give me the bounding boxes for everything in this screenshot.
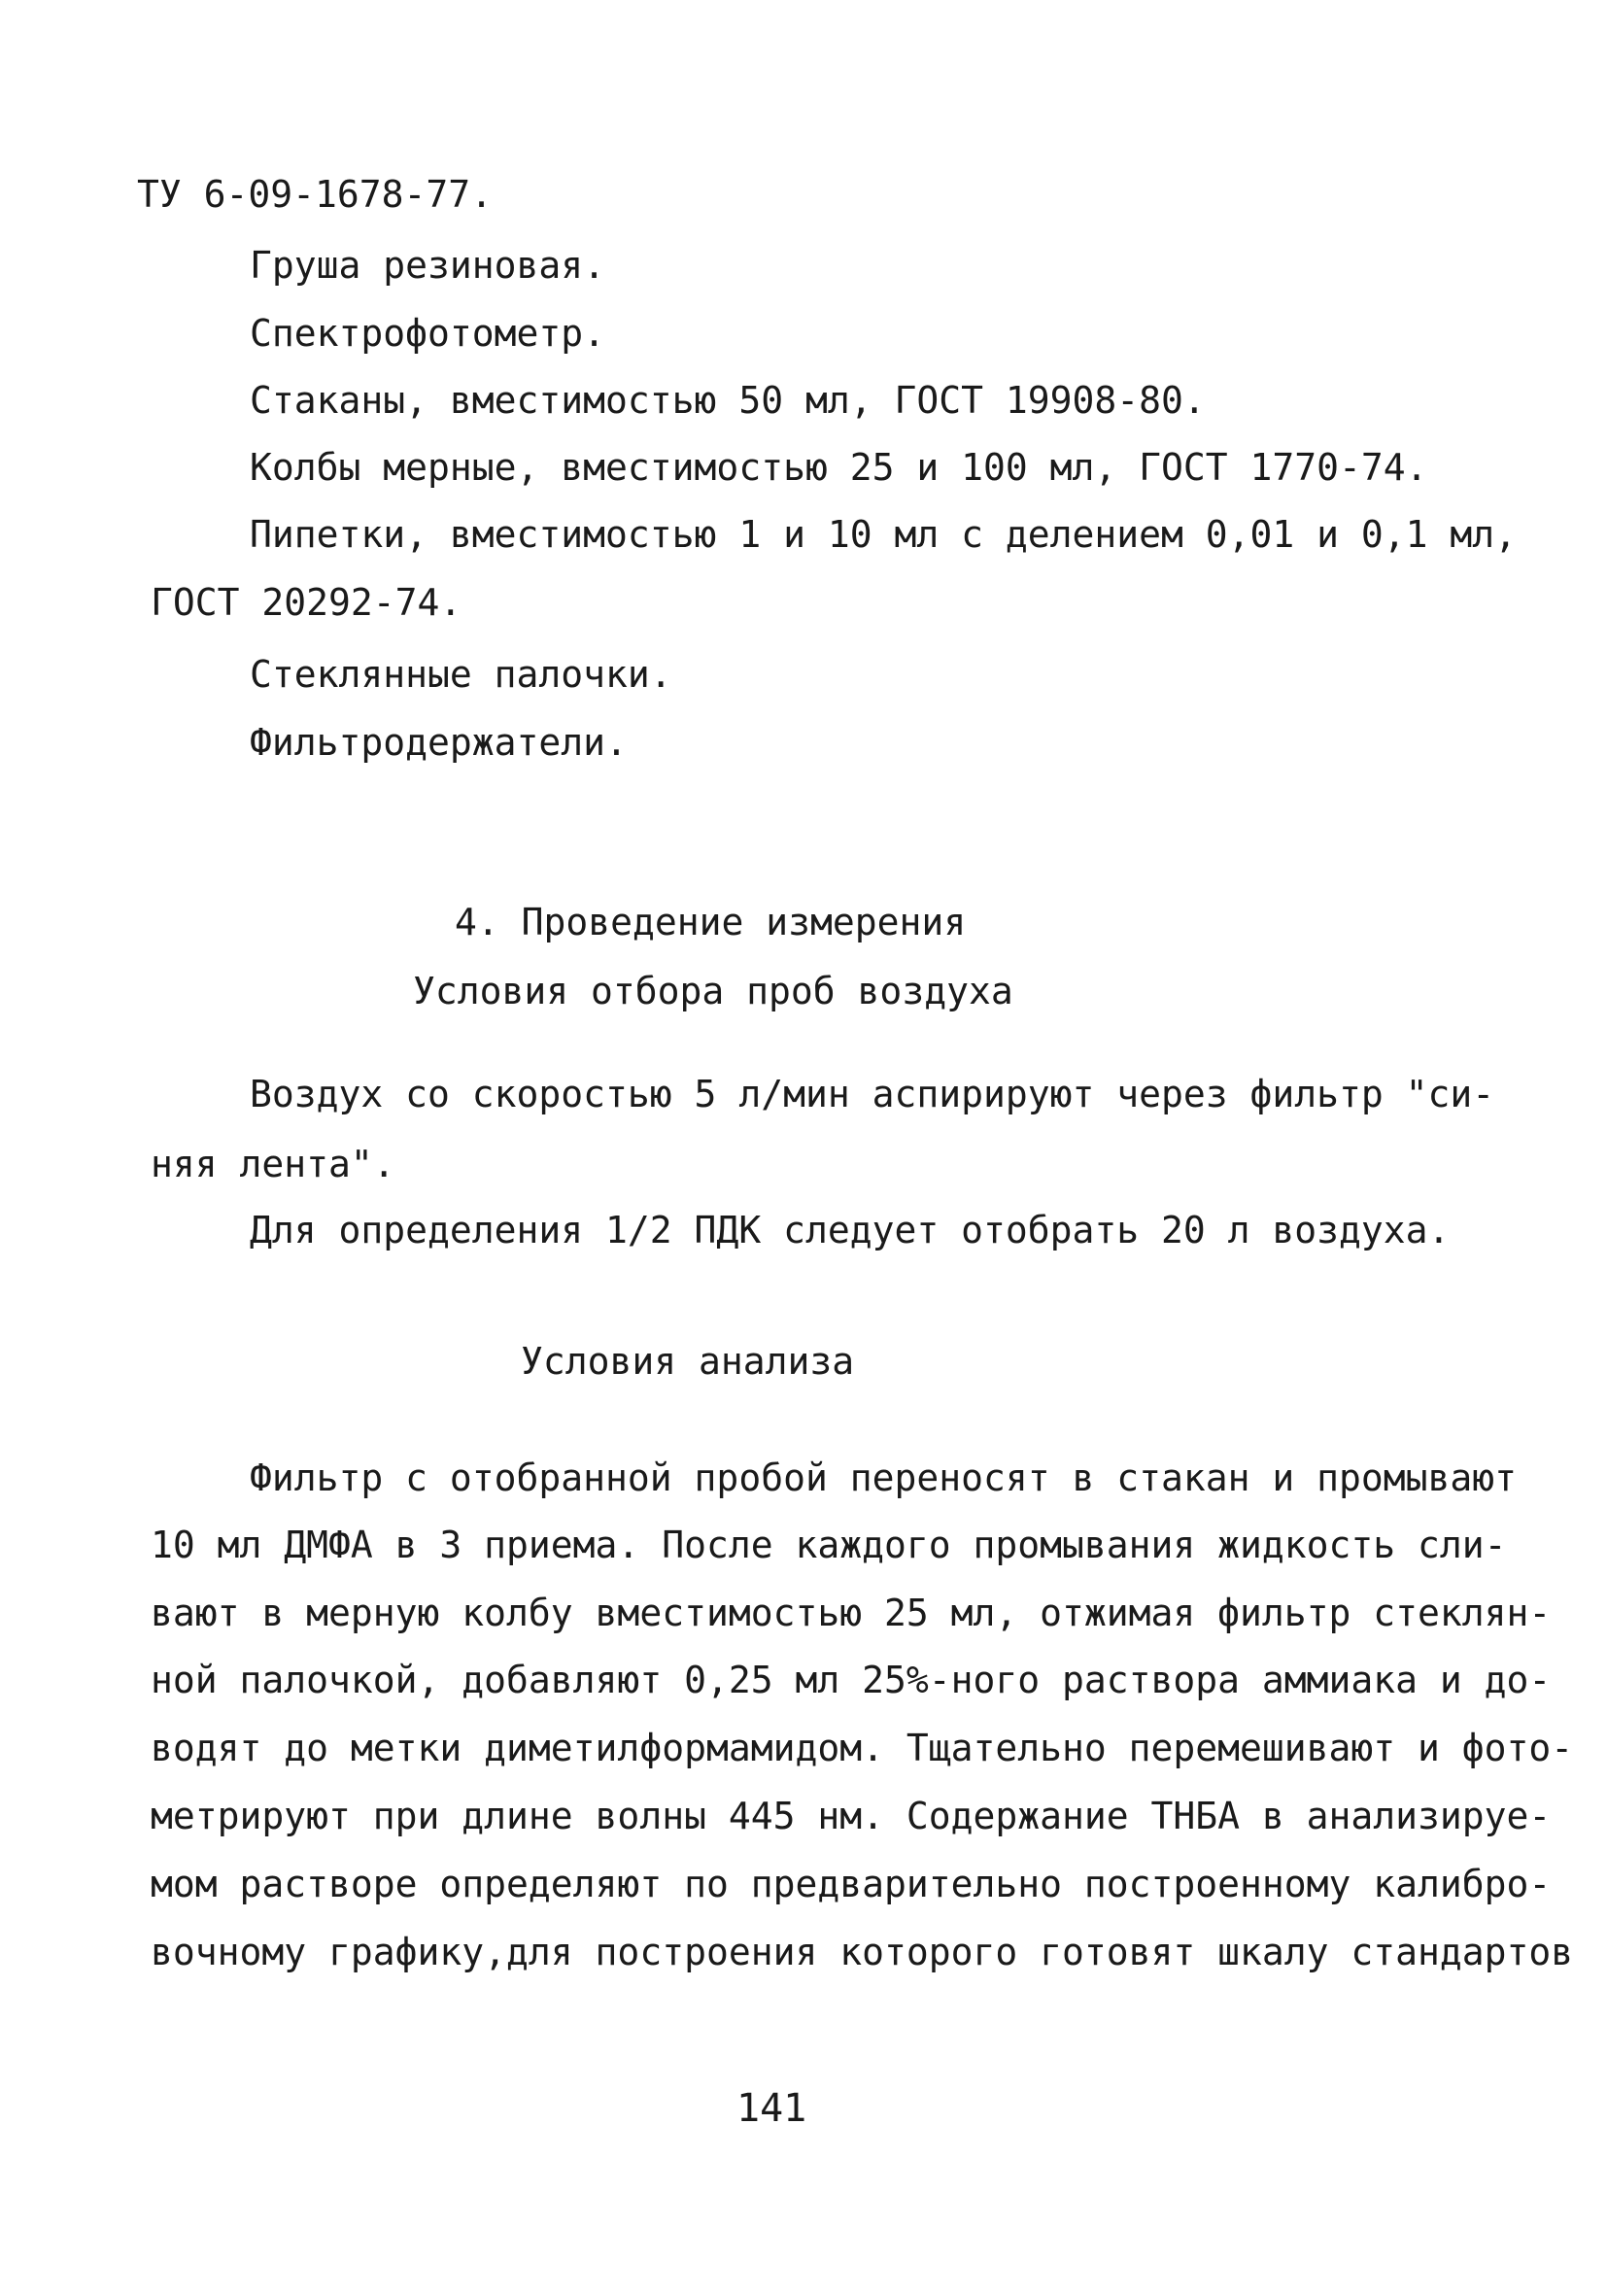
subheading-analysis: Условия анализа	[521, 1340, 855, 1383]
doc-line: вочному графику,для построения которого готовят шкалу стандартов	[151, 1931, 1574, 1973]
doc-line: Для определения 1/2 ПДК следует отобрать 20 л воздуха.	[250, 1209, 1451, 1251]
doc-line: мом растворе определяют по предварительно построенному калибро-	[151, 1863, 1552, 1905]
doc-line: метрируют при длине волны 445 нм. Содержание ТНБА в анализируе-	[151, 1795, 1552, 1837]
doc-line: Стаканы, вместимостью 50 мл, ГОСТ 19908-80.	[250, 379, 1206, 422]
doc-line: Спектрофотометр.	[250, 312, 606, 355]
doc-line: ной палочкой, добавляют 0,25 мл 25%-ного раствора аммиака и до-	[151, 1659, 1552, 1701]
doc-line: вают в мерную колбу вместимостью 25 мл, отжимая фильтр стеклян-	[151, 1592, 1552, 1634]
doc-line: ТУ 6-09-1678-77.	[137, 173, 494, 216]
doc-line: водят до метки диметилформамидом. Тщательно перемешивают и фото-	[151, 1727, 1574, 1769]
page-number: 141	[736, 2086, 807, 2131]
doc-line: Груша резиновая.	[250, 244, 606, 287]
doc-line: Стеклянные палочки.	[250, 653, 672, 696]
doc-line: 10 мл ДМФА в 3 приема. После каждого промывания жидкость сли-	[151, 1524, 1507, 1566]
subheading-sampling: Условия отбора проб воздуха	[413, 970, 1013, 1012]
doc-line: Фильтр с отобранной пробой переносят в стакан и промывают	[250, 1456, 1518, 1499]
doc-line: Пипетки, вместимостью 1 и 10 мл с делением 0,01 и 0,1 мл,	[250, 513, 1518, 556]
doc-line: няя лента".	[151, 1143, 395, 1185]
doc-line: Фильтродержатели.	[250, 721, 628, 764]
section-heading: 4. Проведение измерения	[455, 901, 967, 943]
doc-line: Воздух со скоростью 5 л/мин аспирируют через фильтр "си-	[250, 1073, 1495, 1115]
doc-line: ГОСТ 20292-74.	[151, 581, 462, 624]
doc-line: Колбы мерные, вместимостью 25 и 100 мл, ГОСТ 1770-74.	[250, 446, 1428, 489]
